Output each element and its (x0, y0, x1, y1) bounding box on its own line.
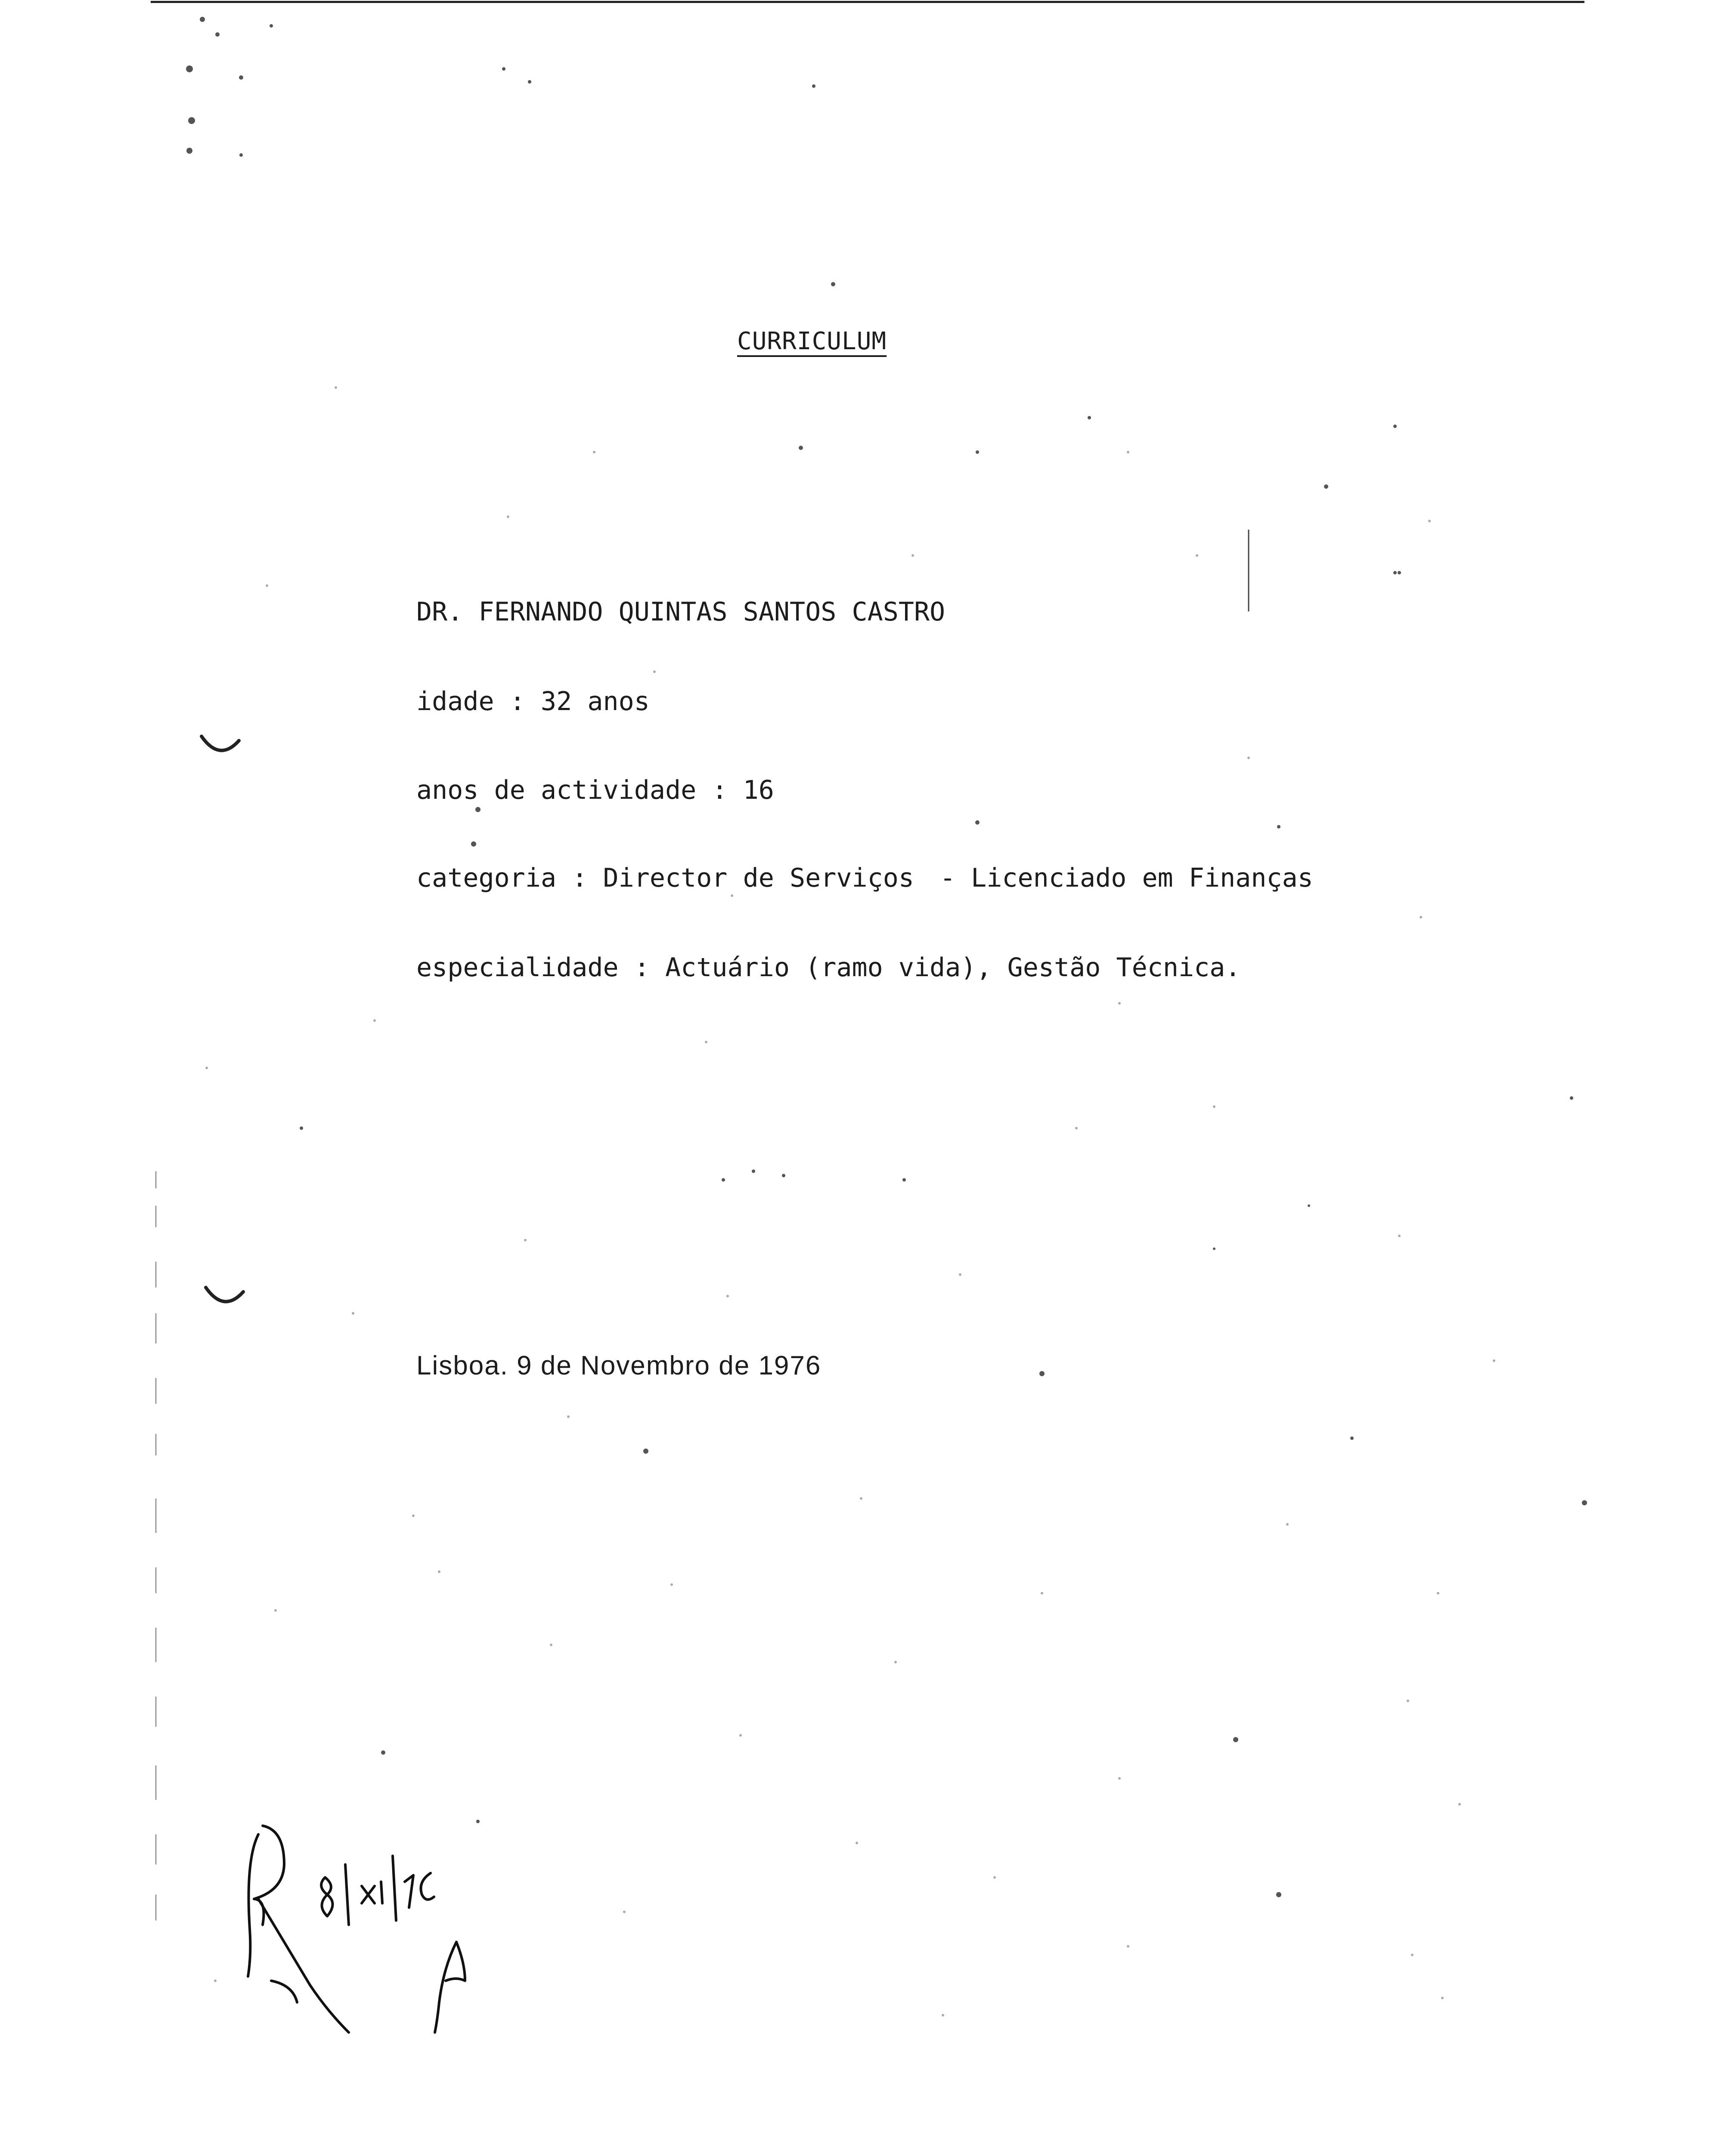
document-title: CURRICULUM (737, 327, 887, 355)
years-activity-field: anos de actividade : 16 (416, 775, 774, 805)
place-date: Lisboa. 9 de Novembro de 1976 (416, 1351, 822, 1381)
specialty-field: especialidade : Actuário (ramo vida), Gestão Técnica. (416, 952, 1241, 983)
category-text: categoria : Director de Serviços (416, 863, 914, 893)
category-field (416, 863, 1313, 893)
handwritten-signature (232, 1800, 534, 2041)
person-name: DR. FERNANDO QUINTAS SANTOS CASTRO (416, 597, 946, 627)
degree-text: - Licenciado em Finanças (939, 863, 1313, 893)
age-field: idade : 32 anos (416, 686, 650, 717)
